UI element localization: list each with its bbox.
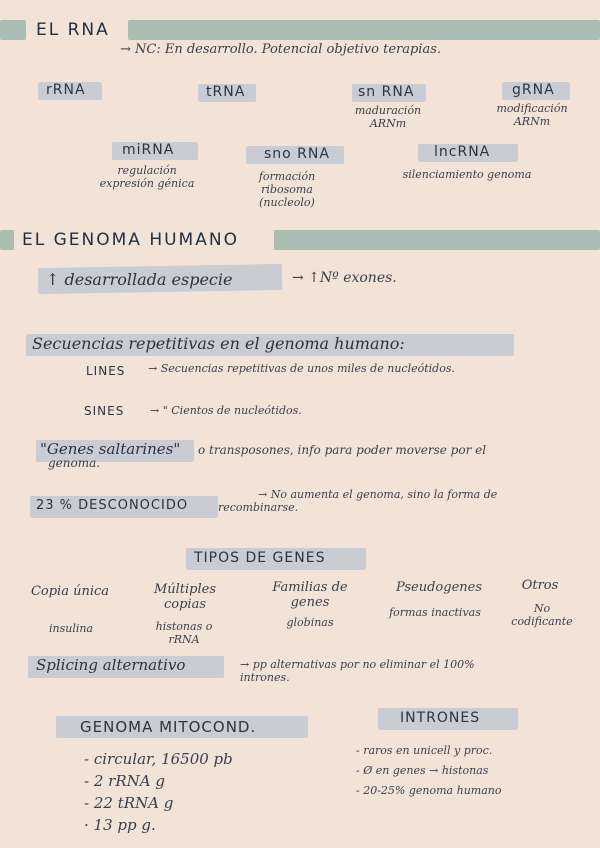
snorna-label: sno RNA <box>264 146 330 162</box>
splicing-text: → pp alternativas por no eliminar el 100% intrones. <box>240 658 475 684</box>
tipo-multiples-copias-note: histonas o rRNA <box>155 620 213 646</box>
rna-header-band <box>0 20 26 40</box>
mitocond-item-3: - 22 tRNA g <box>84 794 174 812</box>
lines-label: LINES <box>86 364 126 378</box>
intrones-title: INTRONES <box>400 710 481 726</box>
splicing-label: Splicing alternativo <box>36 656 186 674</box>
genoma-header-band-right <box>274 230 600 250</box>
exones-line: → ↑Nº exones. <box>292 270 397 286</box>
tipo-familias-genes: Familias de genes <box>272 580 348 610</box>
mitocond-item-4: · 13 pp g. <box>84 816 156 834</box>
rna-nc-line: → NC: En desarrollo. Potencial objetivo terapias. <box>120 42 442 57</box>
lines-text: → Secuencias repetitivas de unos miles de nucleótidos. <box>148 362 455 375</box>
tipo-pseudogenes-note: formas inactivas <box>389 606 481 619</box>
tipos-title: TIPOS DE GENES <box>194 550 326 566</box>
mirna-note: regulación expresión génica <box>99 164 195 190</box>
mitocond-item-2: - 2 rRNA g <box>84 772 165 790</box>
snorna-note: formación ribosoma (nucleolo) <box>258 170 316 209</box>
saltarines-text: o transposones, info para poder moverse por el genoma. <box>48 443 487 470</box>
rna-title: EL RNA <box>36 20 110 40</box>
tipo-pseudogenes: Pseudogenes <box>395 580 483 595</box>
rrna-label: rRNA <box>46 82 86 98</box>
snrna-label: sn RNA <box>358 84 415 100</box>
snrna-note: maduración ARNm <box>354 104 422 130</box>
grna-note: modificación ARNm <box>496 102 568 128</box>
intrones-item-2: - Ø en genes → histonas <box>356 764 489 777</box>
rna-header-band-right <box>128 20 600 40</box>
tipo-otros-note: No codificante <box>511 602 573 628</box>
lncrna-label: lncRNA <box>434 144 491 160</box>
tipo-otros: Otros <box>521 578 559 593</box>
repetitive-title: Secuencias repetitivas en el genoma humano: <box>32 334 405 353</box>
lncrna-note: silenciamiento genoma <box>402 168 532 181</box>
desconocido-text: → No aumenta el genoma, sino la forma de recombinarse. <box>218 488 498 514</box>
genoma-header-band <box>0 230 14 250</box>
sines-text: → " Cientos de nucleótidos. <box>150 404 302 417</box>
tipo-copia-unica-note: insulina <box>48 622 93 635</box>
desarrollada-line: ↑ desarrollada especie <box>46 270 233 289</box>
tipo-multiples-copias: Múltiples copias <box>153 582 217 612</box>
sines-label: SINES <box>84 404 125 418</box>
intrones-item-3: - 20-25% genoma humano <box>356 784 502 797</box>
mirna-label: miRNA <box>122 142 175 158</box>
mitocond-title: GENOMA MITOCOND. <box>80 718 257 736</box>
tipo-familias-genes-note: globinas <box>286 616 334 629</box>
trna-label: tRNA <box>206 84 246 100</box>
grna-label: gRNA <box>512 82 555 98</box>
genoma-title: EL GENOMA HUMANO <box>22 230 239 250</box>
saltarines-label: "Genes saltarines" <box>40 440 181 458</box>
mitocond-item-1: - circular, 16500 pb <box>84 750 233 768</box>
desconocido-label: 23 % DESCONOCIDO <box>36 498 189 513</box>
intrones-item-1: - raros en unicell y proc. <box>356 744 493 757</box>
tipo-copia-unica: Copia única <box>30 584 110 599</box>
